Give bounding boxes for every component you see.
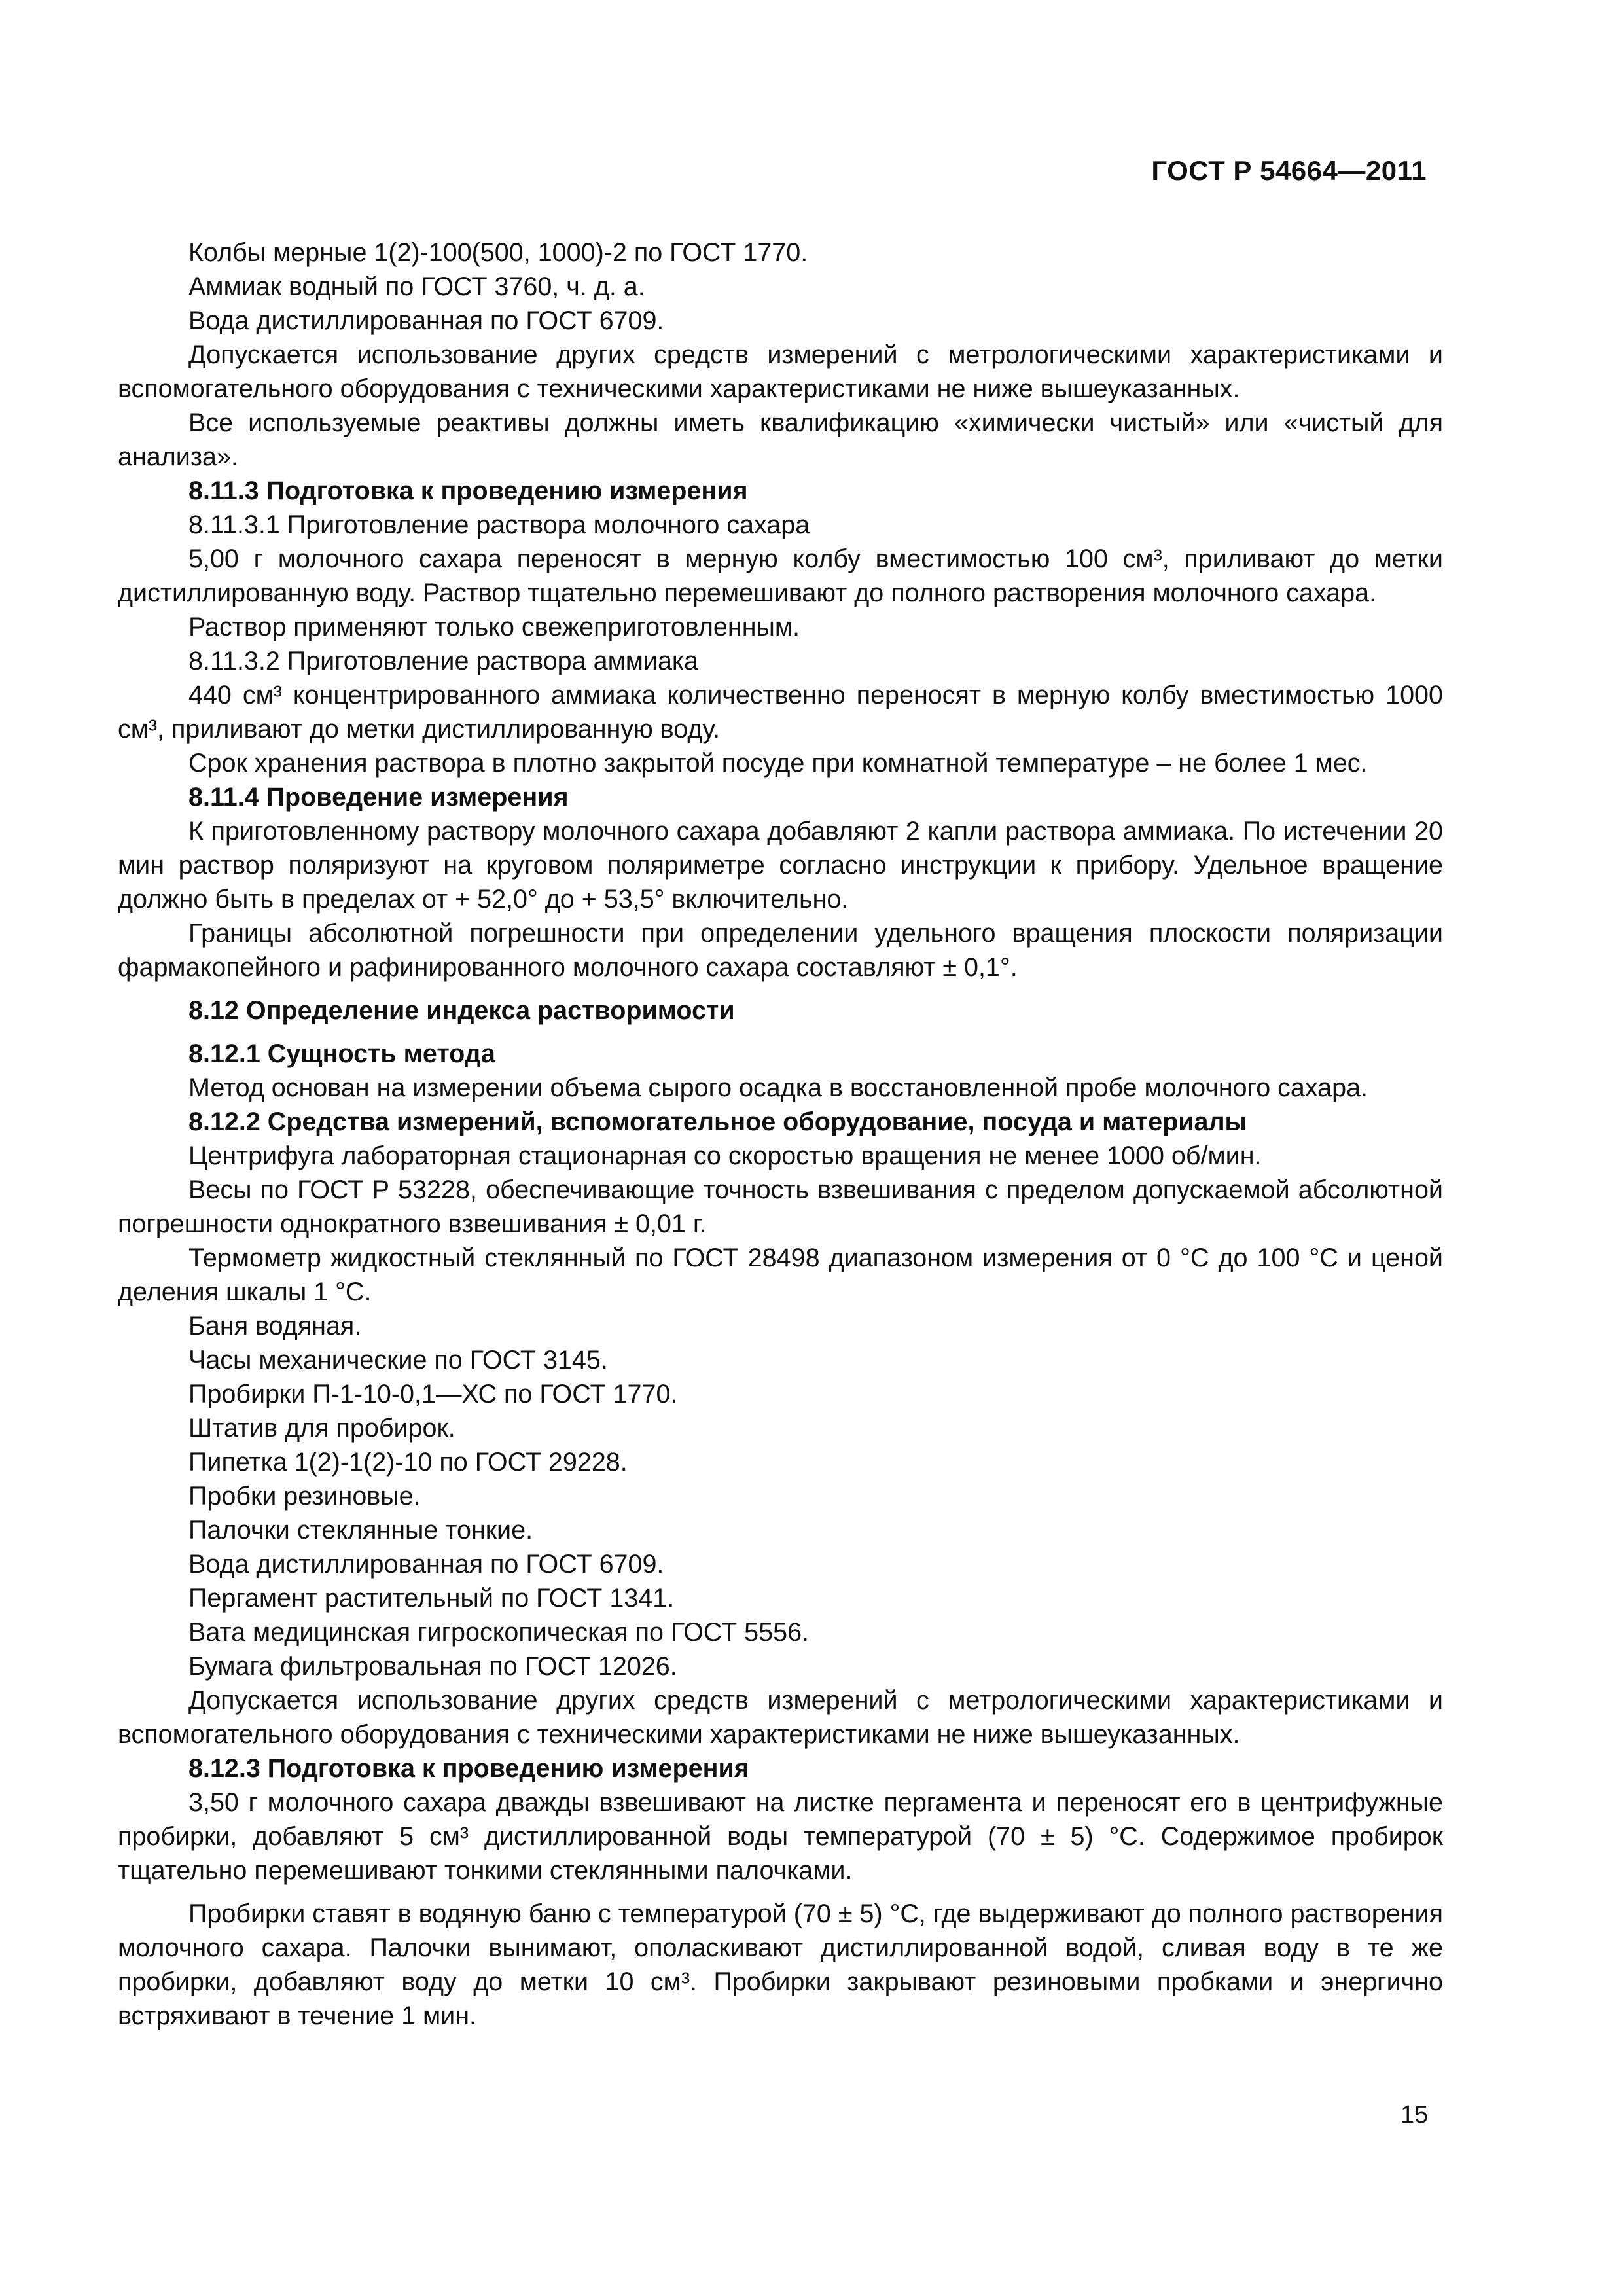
list-item: Бумага фильтровальная по ГОСТ 12026.	[188, 1652, 677, 1681]
paragraph: Раствор применяют только свежеприготовленным.	[188, 613, 800, 641]
list-item: Палочки стеклянные тонкие.	[188, 1516, 533, 1545]
list-item: Штатив для пробирок.	[188, 1414, 455, 1443]
page-number: 15	[1400, 2101, 1429, 2128]
paragraph: Колбы мерные 1(2)-100(500, 1000)-2 по ГОСТ 1770.	[188, 238, 808, 267]
paragraph: Аммиак водный по ГОСТ 3760, ч. д. а.	[188, 272, 645, 301]
paragraph: Границы абсолютной погрешности при определении удельного вращения плоскости поляризации фармакопейного и рафинированного молочного сахара составляют ± 0,1°.	[118, 919, 1443, 982]
list-item: Вата медицинская гигроскопическая по ГОСТ 5556.	[188, 1618, 810, 1647]
paragraph: Вода дистиллированная по ГОСТ 6709.	[188, 306, 664, 335]
list-item: Вода дистиллированная по ГОСТ 6709.	[188, 1550, 664, 1579]
list-item: Баня водяная.	[188, 1312, 362, 1340]
paragraph: Все используемые реактивы должны иметь квалификацию «химически чистый» или «чистый для анализа».	[118, 408, 1443, 471]
paragraph: 3,50 г молочного сахара дважды взвешивают на листке пергамента и переносят его в центрифужные пробирки, добавляют 5 см³ дистиллированной воды температурой (70 ± 5) °С. Содержимое пробирок тщательно перемешивают тонкими стеклянными палочками.	[118, 1788, 1443, 1885]
paragraph: 440 см³ концентрированного аммиака количественно переносят в мерную колбу вместимостью 1000 см³, приливают до метки дистиллированную воду.	[118, 681, 1443, 744]
list-item: Часы механические по ГОСТ 3145.	[188, 1346, 608, 1374]
list-item: Пробки резиновые.	[188, 1482, 421, 1511]
section-heading: 8.12 Определение индекса растворимости	[188, 996, 735, 1025]
section-heading: 8.12.1 Сущность метода	[188, 1039, 495, 1068]
paragraph: Метод основан на измерении объема сырого осадка в восстановленной пробе молочного сахара.	[188, 1073, 1368, 1102]
list-item: Пробирки П-1-10-0,1—ХС по ГОСТ 1770.	[188, 1380, 678, 1408]
list-item: Пипетка 1(2)-1(2)-10 по ГОСТ 29228.	[188, 1448, 628, 1477]
standard-code-header: ГОСТ Р 54664—2011	[1151, 155, 1427, 186]
paragraph: Весы по ГОСТ Р 53228, обеспечивающие точность взвешивания с пределом допускаемой абсолютной погрешности однократного взвешивания ± 0,01 г.	[118, 1175, 1443, 1238]
section-heading: 8.12.3 Подготовка к проведению измерения	[188, 1754, 749, 1783]
paragraph: Термометр жидкостный стеклянный по ГОСТ 28498 диапазоном измерения от 0 °С до 100 °С и ценой деления шкалы 1 °С.	[118, 1244, 1443, 1306]
section-heading: 8.11.4 Проведение измерения	[188, 783, 569, 812]
paragraph: Срок хранения раствора в плотно закрытой посуде при комнатной температуре – не более 1 мес.	[188, 749, 1368, 778]
paragraph: 5,00 г молочного сахара переносят в мерную колбу вместимостью 100 см³, приливают до метки дистиллированную воду. Раствор тщательно перемешивают до полного растворения молочного сахара.	[118, 545, 1443, 607]
document-body	[118, 236, 1443, 2033]
paragraph: К приготовленному раствору молочного сахара добавляют 2 капли раствора аммиака. По истечении 20 мин раствор поляризуют на круговом поляриметре согласно инструкции к прибору. Удельное вращение должно быть в пределах от + 52,0° до + 53,5° включительно.	[118, 817, 1443, 914]
section-heading: 8.12.2 Средства измерений, вспомогательное оборудование, посуда и материалы	[188, 1107, 1247, 1136]
subsection-title: 8.11.3.1 Приготовление раствора молочного сахара	[188, 511, 810, 539]
subsection-title: 8.11.3.2 Приготовление раствора аммиака	[188, 647, 699, 675]
paragraph: Центрифуга лабораторная стационарная со скоростью вращения не менее 1000 об/мин.	[188, 1141, 1262, 1170]
paragraph: Допускается использование других средств измерений с метрологическими характеристиками и вспомогательного оборудования с техническими характеристиками не ниже вышеуказанных.	[118, 1686, 1443, 1749]
paragraph: Допускается использование других средств измерений с метрологическими характеристиками и вспомогательного оборудования с техническими характеристиками не ниже вышеуказанных.	[118, 340, 1443, 403]
list-item: Пергамент растительный по ГОСТ 1341.	[188, 1584, 675, 1613]
paragraph: Пробирки ставят в водяную баню с температурой (70 ± 5) °С, где выдерживают до полного растворения молочного сахара. Палочки вынимают, ополаскивают дистиллированной водой, сливая воду в те же пробирки, добавляют воду до метки 10 см³. Пробирки закрывают резиновыми пробками и энергично встряхивают в течение 1 мин.	[118, 1899, 1443, 2030]
section-heading: 8.11.3 Подготовка к проведению измерения	[188, 476, 748, 505]
